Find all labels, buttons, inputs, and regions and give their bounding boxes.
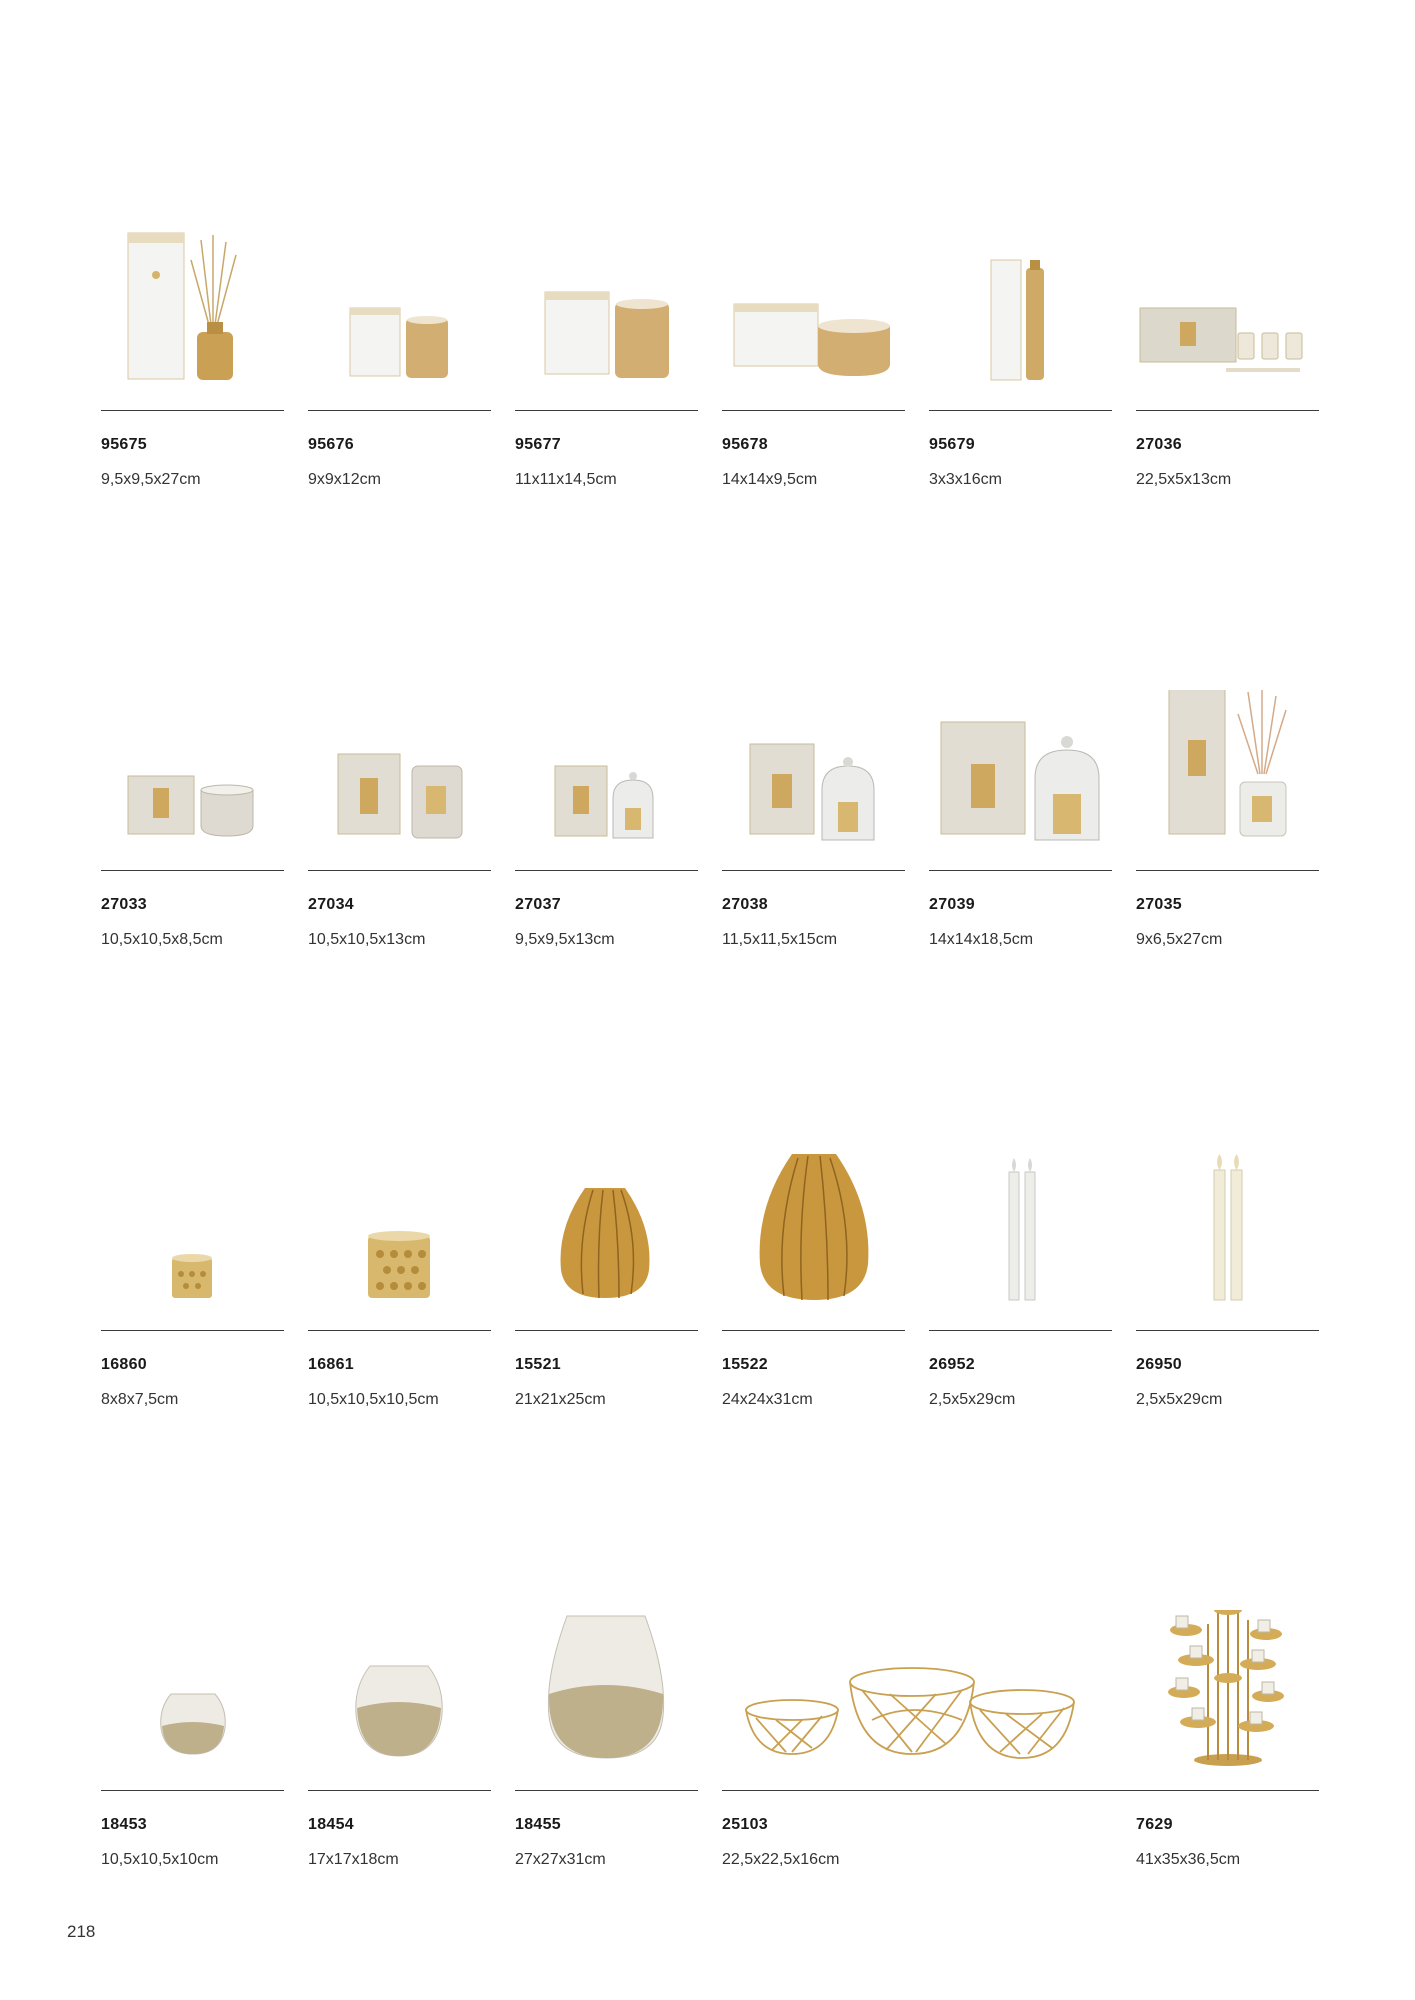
product-dimensions: 41x35x36,5cm [1136,1851,1241,1868]
product-dimensions: 11x11x14,5cm [515,471,617,488]
product-code: 26952 [929,1356,975,1373]
divider [722,410,905,411]
product-dimensions: 27x27x31cm [515,1851,606,1868]
product-dimensions: 2,5x5x29cm [929,1391,1016,1408]
reed-diffuser-icon [101,230,284,410]
patterned-candle-icon [308,690,491,870]
product-code: 95675 [101,436,147,453]
product-code: 27035 [1136,896,1182,913]
divider [308,1330,491,1331]
product-dimensions: 21x21x25cm [515,1391,606,1408]
product-dimensions: 10,5x10,5x8,5cm [101,931,223,948]
product-dimensions: 9x9x12cm [308,471,381,488]
product-code: 95678 [722,436,768,453]
product-dimensions: 8x8x7,5cm [101,1391,179,1408]
product-dimensions: 22,5x22,5x16cm [722,1851,840,1868]
glass-vase-icon [308,1610,491,1790]
divider [515,1330,698,1331]
candle-jar-icon [515,230,698,410]
room-spray-icon [929,230,1112,410]
product-dimensions: 22,5x5x13cm [1136,471,1232,488]
product-code: 27038 [722,896,768,913]
product-dimensions: 9x6,5x27cm [1136,931,1223,948]
product-dimensions: 9,5x9,5x27cm [101,471,201,488]
divider [308,410,491,411]
product-code: 95676 [308,436,354,453]
product-code: 27033 [101,896,147,913]
divider [101,410,284,411]
product-code: 15521 [515,1356,561,1373]
product-code: 18455 [515,1816,561,1833]
product-code: 7629 [1136,1816,1173,1833]
bell-jar-candle-icon [722,690,905,870]
product-dimensions: 11,5x11,5x15cm [722,931,838,948]
product-code: 26950 [1136,1356,1182,1373]
divider [929,410,1112,411]
product-code: 25103 [722,1816,768,1833]
gold-tealight-icon [308,1150,491,1330]
divider [308,1790,491,1791]
wide-candle-icon [722,230,905,410]
candle-jar-icon [308,230,491,410]
divider [722,870,905,871]
divider [308,870,491,871]
divider [1136,870,1319,871]
product-code: 16860 [101,1356,147,1373]
divider [929,870,1112,871]
led-taper-candle-icon [1136,1150,1319,1330]
divider [1136,1330,1319,1331]
product-code: 95679 [929,436,975,453]
product-code: 27034 [308,896,354,913]
led-taper-candle-icon [929,1150,1112,1330]
gold-lantern-icon [722,1150,905,1330]
divider [515,870,698,871]
product-dimensions: 10,5x10,5x10cm [101,1851,219,1868]
product-dimensions: 3x3x16cm [929,471,1002,488]
product-code: 27036 [1136,436,1182,453]
divider [101,1330,284,1331]
product-dimensions: 10,5x10,5x13cm [308,931,426,948]
page-number: 218 [67,1922,96,1941]
product-dimensions: 24x24x31cm [722,1391,813,1408]
gold-lantern-icon [515,1150,698,1330]
divider [101,1790,284,1791]
divider [929,1330,1112,1331]
product-code: 27037 [515,896,561,913]
product-dimensions: 2,5x5x29cm [1136,1391,1223,1408]
product-dimensions: 14x14x9,5cm [722,471,818,488]
product-code: 16861 [308,1356,354,1373]
divider [1136,1790,1319,1791]
glass-vase-icon [515,1610,698,1790]
reed-diffuser-icon [1136,690,1319,870]
product-dimensions: 17x17x18cm [308,1851,399,1868]
bell-jar-candle-icon [515,690,698,870]
leaf-candelabra-icon [1136,1610,1319,1790]
divider [1136,410,1319,411]
glass-vase-icon [101,1610,284,1790]
divider [515,410,698,411]
gift-set-icon [1136,230,1319,410]
product-code: 95677 [515,436,561,453]
product-dimensions: 14x14x18,5cm [929,931,1034,948]
gold-tealight-icon [101,1150,284,1330]
divider [101,870,284,871]
wire-basket-icon [722,1610,1112,1790]
product-code: 18454 [308,1816,354,1833]
bell-jar-candle-icon [929,690,1112,870]
product-dimensions: 9,5x9,5x13cm [515,931,615,948]
product-code: 15522 [722,1356,768,1373]
product-code: 27039 [929,896,975,913]
divider [722,1330,905,1331]
product-code: 18453 [101,1816,147,1833]
product-dimensions: 10,5x10,5x10,5cm [308,1391,439,1408]
divider [515,1790,698,1791]
patterned-candle-icon [101,690,284,870]
